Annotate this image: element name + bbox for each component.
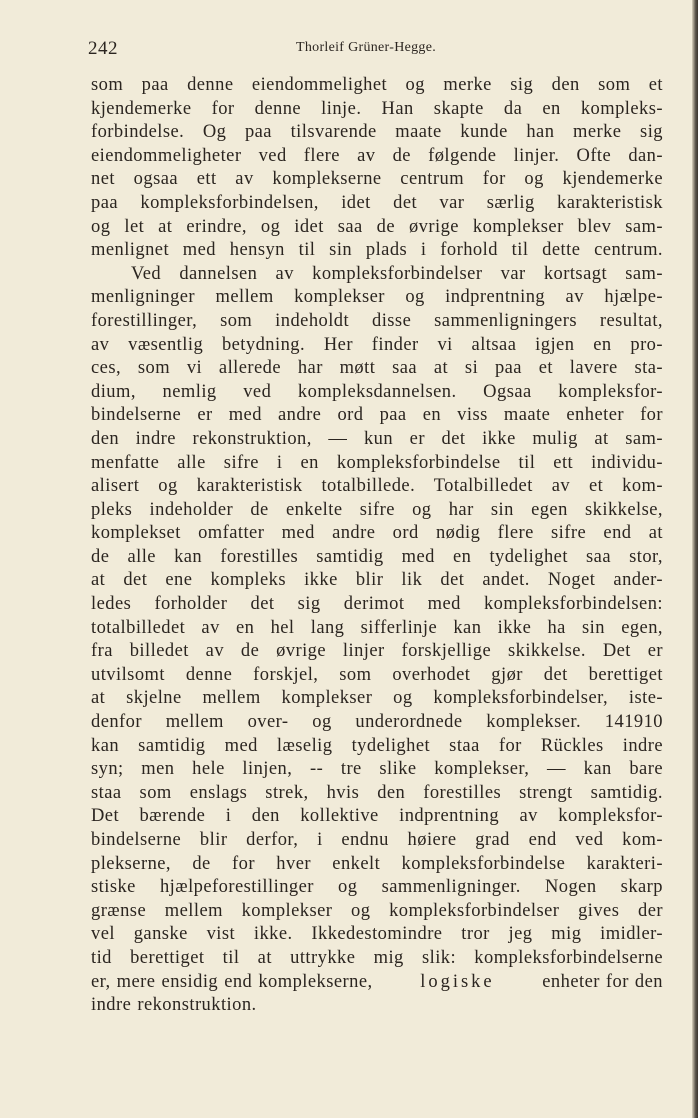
text-line: alisert og karakteristisk totalbillede. Totalbilledet av et kom- bbox=[91, 476, 663, 497]
spaced-emphasis-word: logiske bbox=[420, 971, 495, 992]
text-line: menfatte alle sifre i en kompleksforbindelse til ett individu- bbox=[91, 452, 663, 473]
text-line: at det ene kompleks ikke blir lik det andet. Noget ander- bbox=[91, 570, 663, 591]
text-line: komplekset omfatter med andre ord nødig flere sifre end at bbox=[91, 523, 663, 544]
text-line: forestillinger, som indeholdt disse sammenligningers resultat, bbox=[91, 310, 663, 331]
text-line: at skjelne mellem komplekser og kompleksforbindelser, iste- bbox=[91, 688, 663, 709]
text-line: som paa denne eiendommelighet og merke sig den som et bbox=[91, 75, 663, 95]
text-line: bindelserne er med andre ord paa en viss maate enheter for bbox=[91, 405, 663, 426]
text-line: pleks indeholder de enkelte sifre og har sin egen skikkelse, bbox=[91, 499, 663, 520]
text-line: plekserne, de for hver enkelt kompleksforbindelse karakteri- bbox=[91, 853, 663, 874]
text-line: syn; men hele linjen, -- tre slike komplekser, — kan bare bbox=[91, 759, 663, 780]
text-line: forbindelse. Og paa tilsvarende maate kunde han merke sig bbox=[91, 122, 663, 143]
text-line: ces, som vi allerede har møtt saa at si paa et lavere sta- bbox=[91, 358, 663, 379]
text-line: av væsentlig betydning. Her finder vi altsaa igjen en pro- bbox=[91, 334, 663, 355]
text-line: tid berettiget til at uttrykke mig slik: kompleksforbindelserne bbox=[91, 947, 663, 968]
text-line: stiske hjælpeforestillinger og sammenligninger. Nogen skarp bbox=[91, 877, 663, 898]
text-line: staa som enslags strek, hvis den forestilles strengt samtidig. bbox=[91, 782, 663, 803]
text-line: denfor mellem over- og underordnede komplekser. 141910 bbox=[91, 712, 663, 733]
text-line: menlignet med hensyn til sin plads i forhold til dette centrum. bbox=[91, 240, 663, 261]
text-line: og let at erindre, og idet saa de øvrige komplekser blev sam- bbox=[91, 216, 663, 237]
running-head: Thorleif Grüner-Hegge. bbox=[296, 40, 437, 55]
text-line: den indre rekonstruktion, — kun er det ikke mulig at sam- bbox=[91, 428, 663, 449]
text-line: menligninger mellem komplekser og indprentning av hjælpe- bbox=[91, 287, 663, 308]
text-line-with-spaced-word bbox=[91, 971, 663, 995]
text-line: bindelserne blir derfor, i endnu høiere grad end ved kom- bbox=[91, 830, 663, 850]
text-line: kan samtidig med læselig tydelighet staa for Rückles indre bbox=[91, 735, 663, 756]
body-text bbox=[91, 74, 663, 1018]
page-number: 242 bbox=[88, 38, 118, 59]
text-line: grænse mellem komplekser og kompleksforbindelser gives der bbox=[91, 900, 663, 921]
text-line: kjendemerke for denne linje. Han skapte da en kompleks- bbox=[91, 98, 663, 119]
page-edge-shadow bbox=[692, 0, 698, 1118]
text-line: net ogsaa ett av komplekserne centrum for og kjendemerke bbox=[91, 169, 663, 190]
text-line: ledes forholder det sig derimot med kompleksforbindelsen: bbox=[91, 594, 663, 615]
text-line: de alle kan forestilles samtidig med en tydelighet saa stor, bbox=[91, 546, 663, 567]
line-part: enheter for den bbox=[542, 971, 663, 992]
text-line: dium, nemlig ved kompleksdannelsen. Ogsaa kompleksfor- bbox=[91, 381, 663, 402]
text-line: totalbilledet av en hel lang sifferlinje kan ikke ha sin egen, bbox=[91, 617, 663, 638]
text-line: utvilsomt denne forskjel, som overhodet gjør det berettiget bbox=[91, 664, 663, 685]
page-header bbox=[88, 38, 663, 66]
paragraph-end-line: indre rekonstruktion. bbox=[91, 995, 257, 1016]
text-line: eiendommeligheter ved flere av de følgende linjer. Ofte dan- bbox=[91, 145, 663, 166]
text-line: Det bærende i den kollektive indprentning av kompleksfor- bbox=[91, 806, 663, 827]
text-line: vel ganske vist ikke. Ikkedestomindre tror jeg mig imidler- bbox=[91, 924, 663, 945]
paragraph-start-line: Ved dannelsen av kompleksforbindelser var kortsagt sam- bbox=[131, 263, 663, 284]
text-line: paa kompleksforbindelsen, idet det var særlig karakteristisk bbox=[91, 192, 663, 213]
line-part: er, mere ensidig end komplekserne, bbox=[91, 971, 373, 992]
text-line: fra billedet av de øvrige linjer forskjellige skikkelse. Det er bbox=[91, 641, 663, 662]
